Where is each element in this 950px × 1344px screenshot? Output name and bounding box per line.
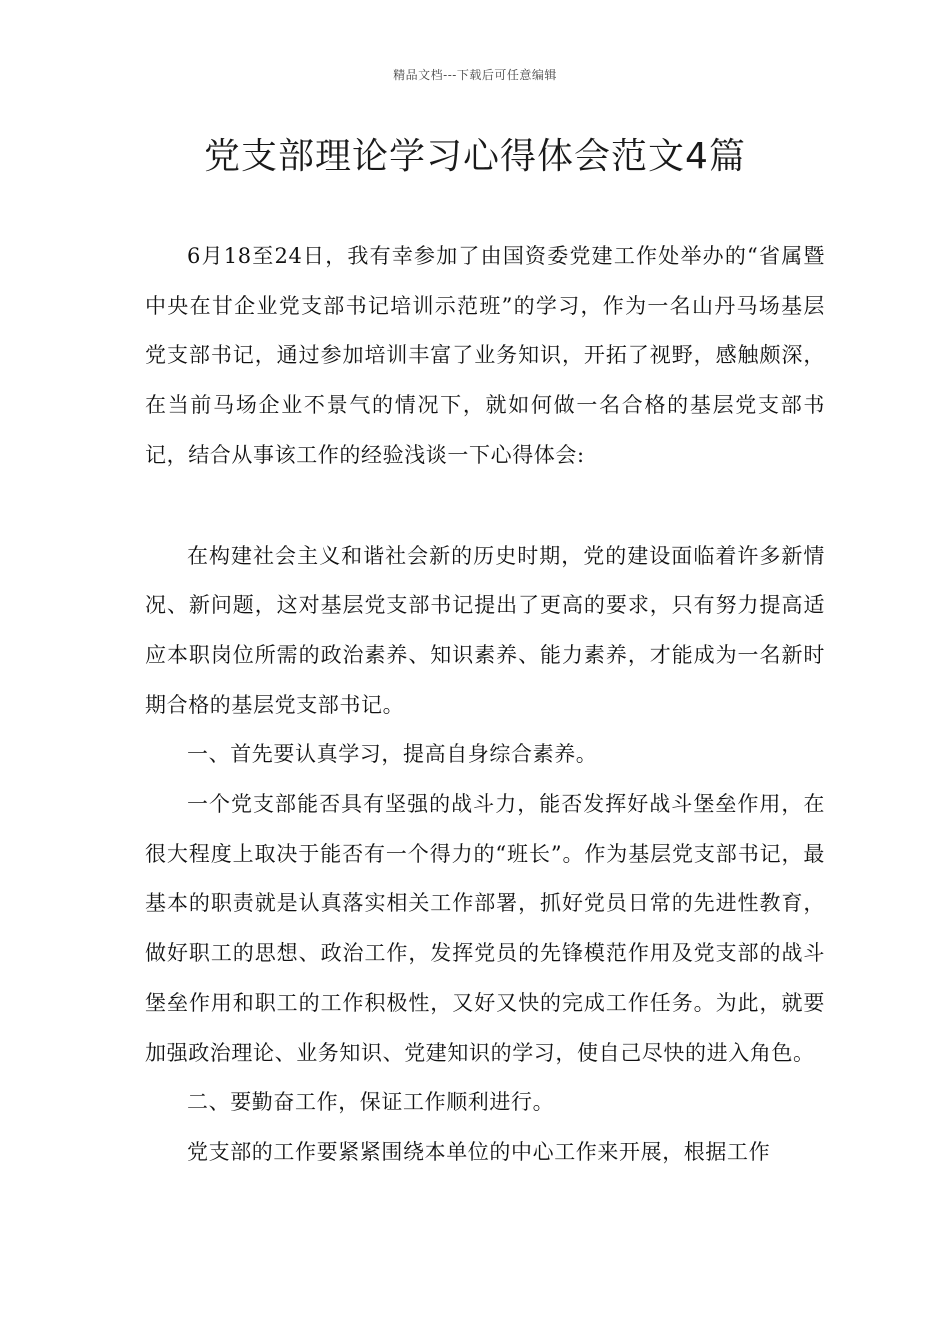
document-body xyxy=(145,232,825,1178)
paragraph-spacer xyxy=(145,481,825,532)
paragraph-section-1: 一个党支部能否具有坚强的战斗力，能否发挥好战斗堡垒作用，在很大程度上取决于能否有一个得力的“班长”。作为基层党支部书记，最基本的职责就是认真落实相关工作部署，抓好党员日常的先进性教育，做好职工的思想、政治工作，发挥党员的先锋模范作用及党支部的战斗堡垒作用和职工的工作积极性，又好又快的完成工作任务。为此，就要加强政治理论、业务知识、党建知识的学习，使自己尽快的进入角色。 xyxy=(145,792,825,1065)
page-header: 精品文档---下载后可任意编辑 xyxy=(393,68,557,82)
section-heading-1: 一、首先要认真学习，提高自身综合素养。 xyxy=(187,742,598,767)
document-title: 党支部理论学习心得体会范文4篇 xyxy=(204,136,746,177)
paragraph-context: 在构建社会主义和谐社会新的历史时期，党的建设面临着许多新情况、新问题，这对基层党支部书记提出了更高的要求，只有努力提高适应本职岗位所需的政治素养、知识素养、能力素养，才能成为一名新时期合格的基层党支部书记。 xyxy=(145,543,825,717)
section-heading-2: 二、要勤奋工作，保证工作顺利进行。 xyxy=(187,1090,555,1115)
paragraph-intro: 6月18至24日，我有幸参加了由国资委党建工作处举办的“省属暨中央在甘企业党支部书记培训示范班”的学习，作为一名山丹马场基层党支部书记，通过参加培训丰富了业务知识，开拓了视野，感触颇深，在当前马场企业不景气的情况下，就如何做一名合格的基层党支部书记，结合从事该工作的经验浅谈一下心得体会: xyxy=(145,244,825,467)
paragraph-section-2: 党支部的工作要紧紧围绕本单位的中心工作来开展，根据工作 xyxy=(187,1139,771,1164)
